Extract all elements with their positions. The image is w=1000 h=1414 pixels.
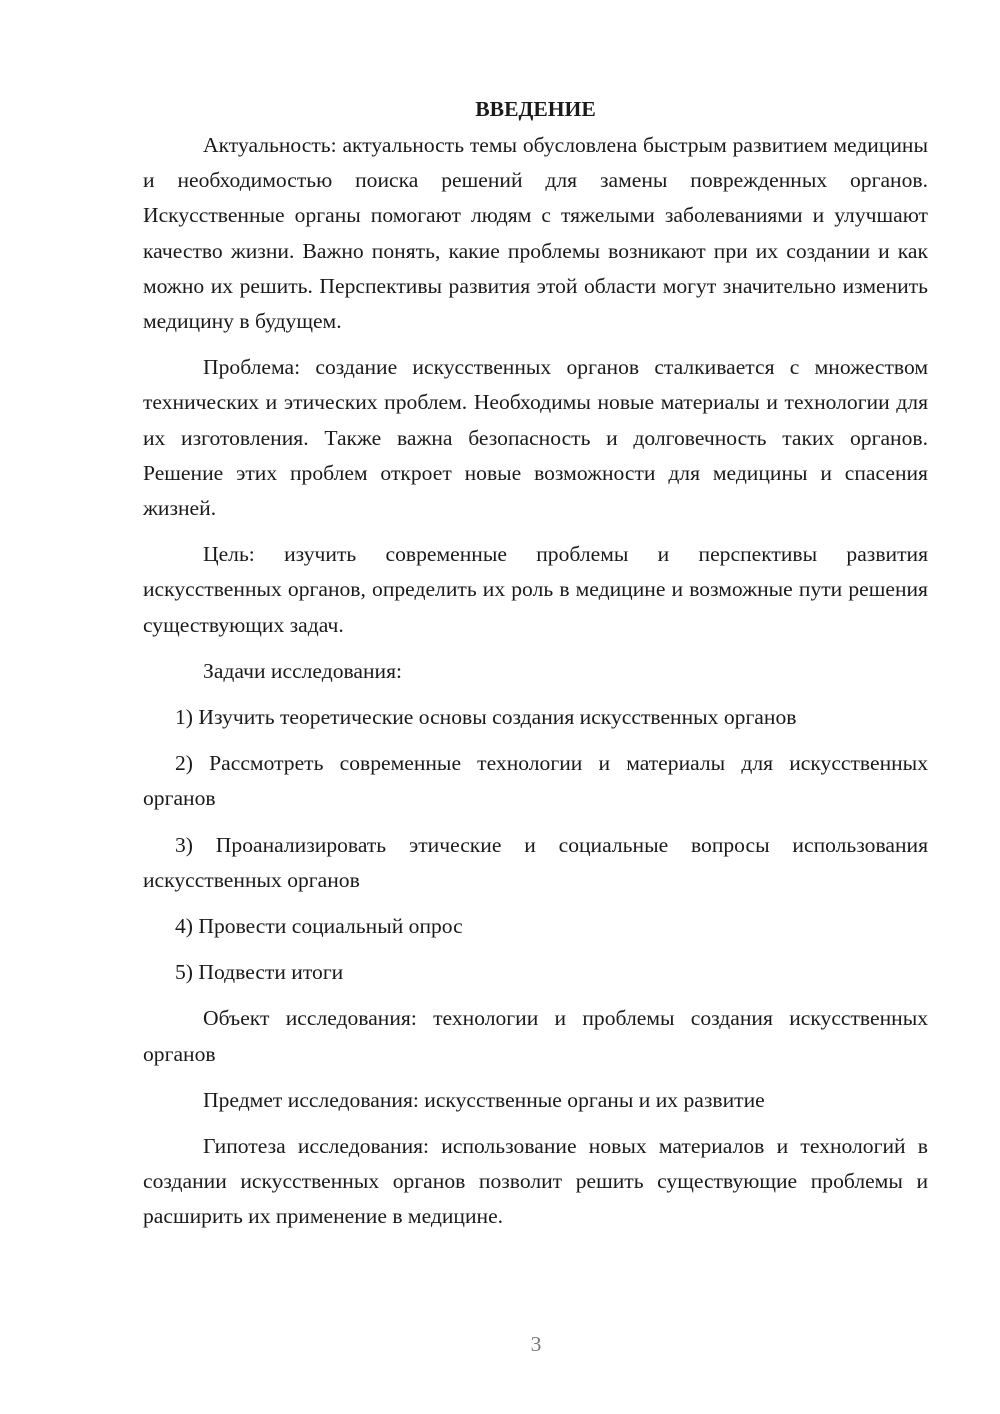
relevance-paragraph: Актуальность: актуальность темы обусловлена быстрым развитием медицины и необходимостью поиска решений для замены поврежденных органов. Искусственные органы помогают людям с тяжелыми заболеваниями и улучшают качество жизни. Важно понять, какие проблемы возникают при их создании и как можно их решить. Перспективы развития этой области могут значительно изменить медицину в будущем. [143, 133, 928, 334]
problem-paragraph: Проблема: создание искусственных органов сталкивается с множеством технических и этических проблем. Необходимы новые материалы и технологии для их изготовления. Также важна безопасность и долговечность таких органов. Решение этих проблем откроет новые возможности для медицины и спасения жизней. [143, 355, 928, 521]
page-number: 3 [530, 1332, 542, 1356]
section-title: ВВЕДЕНИЕ [475, 97, 596, 121]
task-item: 1) Изучить теоретические основы создания искусственных органов [175, 705, 797, 730]
task-item: 5) Подвести итоги [175, 960, 344, 985]
tasks-heading: Задачи исследования: [203, 658, 403, 683]
hypothesis-paragraph: Гипотеза исследования: использование новых материалов и технологий в создании искусственных органов позволит решить существующие проблемы и расширить их применение в медицине. [143, 1134, 928, 1229]
object-paragraph: Объект исследования: технологии и проблемы создания искусственных органов [143, 1006, 928, 1066]
subject-paragraph: Предмет исследования: искусственные органы и их развитие [203, 1087, 765, 1112]
goal-paragraph: Цель: изучить современные проблемы и перспективы развития искусственных органов, определить их роль в медицине и возможные пути решения существующих задач. [143, 542, 928, 637]
task-item: 2) Рассмотреть современные технологии и материалы для искусственных органов [143, 751, 928, 811]
document-page [143, 92, 928, 1235]
task-item: 4) Провести социальный опрос [175, 914, 463, 939]
task-item: 3) Проанализировать этические и социальные вопросы использования искусственных органов [143, 832, 928, 892]
